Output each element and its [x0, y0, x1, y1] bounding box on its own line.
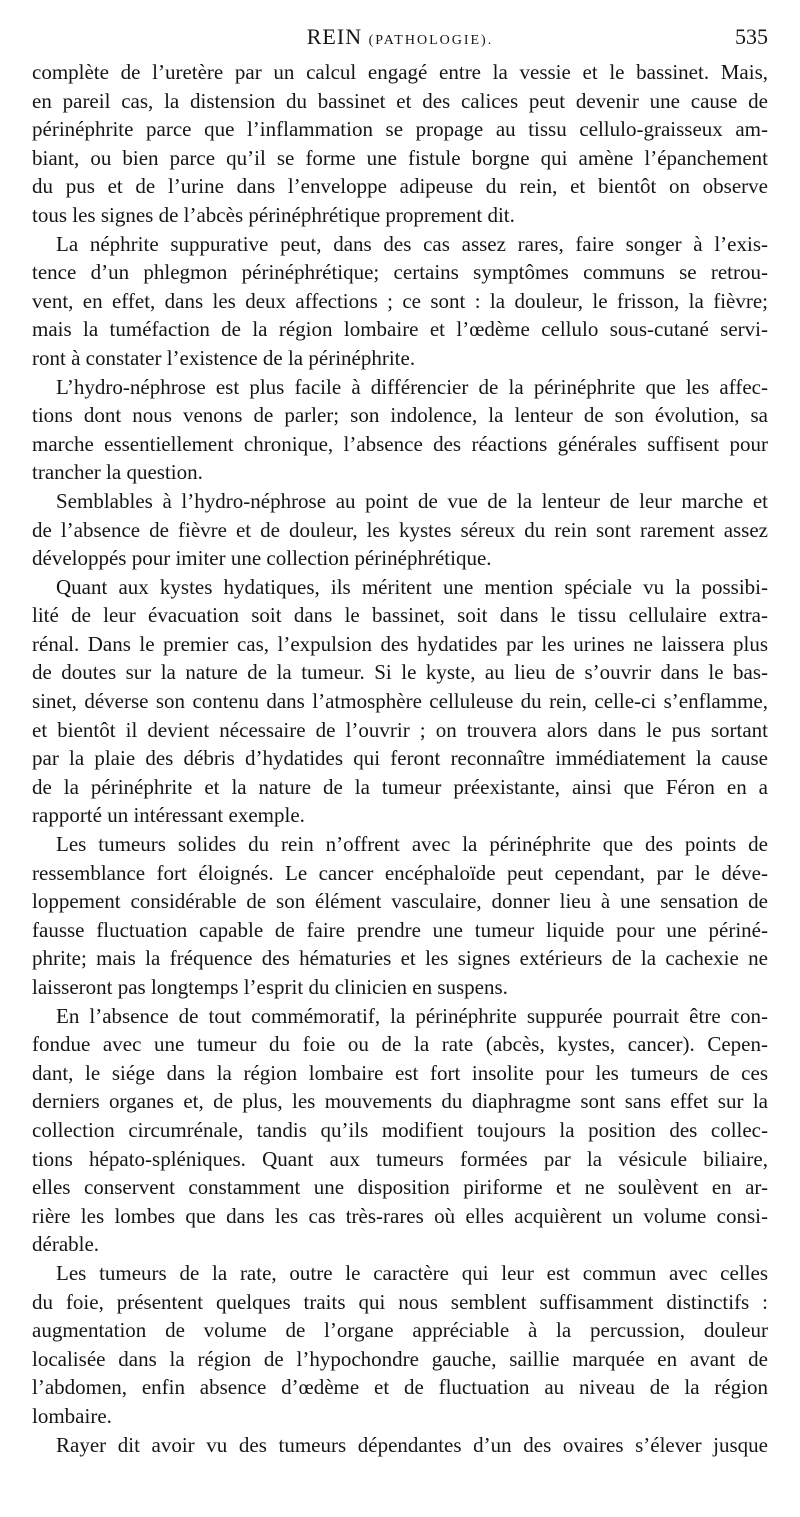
text-line: rénal. Dans le premier cas, l’expulsion des hydatides par les urines ne laissera plus [32, 631, 768, 656]
text-line: Semblables à l’hydro-néphrose au point de vue de la lenteur de leur marche et [56, 488, 768, 513]
text-line: sinet, déverse son contenu dans l’atmosphère celluleuse du rein, celle-ci s’enflamme, [32, 689, 768, 714]
text-line: ressemblance fort éloignés. Le cancer encéphaloïde peut cependant, par le déve- [32, 860, 768, 885]
text-line: marche essentiellement chronique, l’absence des réactions générales suffisent pour [32, 431, 768, 456]
text-line: trancher la question. [32, 460, 203, 485]
text-line: rière les lombes que dans les cas très-rares où elles acquièrent un volume consi- [32, 1203, 768, 1228]
text-line: augmentation de volume de l’organe appréciable à la percussion, douleur [32, 1318, 768, 1343]
running-title [32, 24, 768, 50]
text-line: dérable. [32, 1232, 100, 1257]
text-line: La néphrite suppurative peut, dans des cas assez rares, faire songer à l’exis- [56, 231, 768, 256]
text-line: lité de leur évacuation soit dans le bassinet, soit dans le tissu cellulaire extra- [32, 603, 768, 628]
page-number: 535 [735, 24, 768, 49]
text-line: vent, en effet, dans les deux affections ; ce sont : la douleur, le frisson, la fièvre; [32, 288, 768, 313]
text-line: phrite; mais la fréquence des hématuries et les signes extérieurs de la cachexie ne [32, 946, 768, 971]
text-line: fausse fluctuation capable de faire prendre une tumeur liquide pour une périné- [32, 917, 768, 942]
page-header [32, 20, 768, 54]
text-line: Rayer dit avoir vu des tumeurs dépendantes d’un des ovaires s’élever jusque [56, 1432, 768, 1457]
text-line: de la périnéphrite et la nature de la tumeur préexistante, ainsi que Féron en a [32, 774, 768, 799]
text-line: rapporté un intéressant exemple. [32, 803, 305, 828]
text-line: de l’absence de fièvre et de douleur, les kystes séreux du rein sont rarement assez [32, 517, 768, 542]
running-title-sub: (PATHOLOGIE). [368, 33, 494, 48]
text-line: en pareil cas, la distension du bassinet et des calices peut devenir une cause de [32, 88, 768, 113]
text-line: lombaire. [32, 1403, 112, 1428]
text-line: ront à constater l’existence de la périnéphrite. [32, 345, 416, 370]
text-line: et bientôt il devient nécessaire de l’ouvrir ; on trouvera alors dans le pus sortant [32, 717, 768, 742]
text-line: L’hydro-néphrose est plus facile à différencier de la périnéphrite que les affec- [56, 374, 768, 399]
body-text [32, 58, 768, 1459]
text-line: tence d’un phlegmon périnéphrétique; certains symptômes communs se retrou- [32, 260, 768, 285]
text-line: derniers organes et, de plus, les mouvements du diaphragme sont sans effet sur la [32, 1089, 768, 1114]
text-line: périnéphrite parce que l’inflammation se propage au tissu cellulo-graisseux am- [32, 117, 768, 142]
text-line: de doutes sur la nature de la tumeur. Si le kyste, au lieu de s’ouvrir dans le bas- [32, 660, 768, 685]
text-line: collection circumrénale, tandis qu’ils modifient toujours la position des collec- [32, 1117, 768, 1142]
text-line: laisseront pas longtemps l’esprit du clinicien en suspens. [32, 975, 508, 999]
text-line: par la plaie des débris d’hydatides qui feront reconnaître immédiatement la cause [32, 746, 768, 771]
text-line: localisée dans la région de l’hypochondre gauche, saillie marquée en avant de [32, 1346, 768, 1371]
text-line: complète de l’uretère par un calcul engagé entre la vessie et le bassinet. Mais, [32, 60, 768, 84]
text-line: elles conservent constamment une disposition piriforme et ne soulèvent en ar- [32, 1175, 768, 1200]
running-title-main: REIN [306, 24, 363, 49]
text-line: l’abdomen, enfin absence d’œdème et de fluctuation au niveau de la région [32, 1375, 768, 1400]
text-line: Quant aux kystes hydatiques, ils méritent une mention spéciale vu la possibi- [56, 574, 768, 599]
text-line: mais la tuméfaction de la région lombaire et l’œdème cellulo sous-cutané servi- [32, 317, 768, 342]
text-line: développés pour imiter une collection périnéphrétique. [32, 546, 492, 571]
text-line: tous les signes de l’abcès périnéphrétique proprement dit. [32, 202, 515, 227]
text-line: Les tumeurs solides du rein n’offrent avec la périnéphrite que des points de [56, 832, 768, 857]
text-line: tions hépato-spléniques. Quant aux tumeurs formées par la vésicule biliaire, [32, 1146, 768, 1171]
text-line: dant, le siége dans la région lombaire est fort insolite pour les tumeurs de ces [32, 1060, 768, 1085]
text-line: Les tumeurs de la rate, outre le caractère qui leur est commun avec celles [56, 1260, 768, 1285]
text-line: loppement considérable de son élément vasculaire, donner lieu à une sensation de [32, 889, 768, 914]
text-line: En l’absence de tout commémoratif, la périnéphrite suppurée pourrait être con- [56, 1003, 768, 1028]
text-line: biant, ou bien parce qu’il se forme une fistule borgne qui amène l’épanchement [32, 145, 768, 170]
text-line: du foie, présentent quelques traits qui nous semblent suffisamment distinctifs : [32, 1289, 768, 1314]
text-line: tions dont nous venons de parler; son indolence, la lenteur de son évolution, sa [32, 403, 768, 428]
text-line: fondue avec une tumeur du foie ou de la rate (abcès, kystes, cancer). Cepen- [32, 1032, 768, 1057]
text-line: du pus et de l’urine dans l’enveloppe adipeuse du rein, et bientôt on observe [32, 174, 768, 199]
